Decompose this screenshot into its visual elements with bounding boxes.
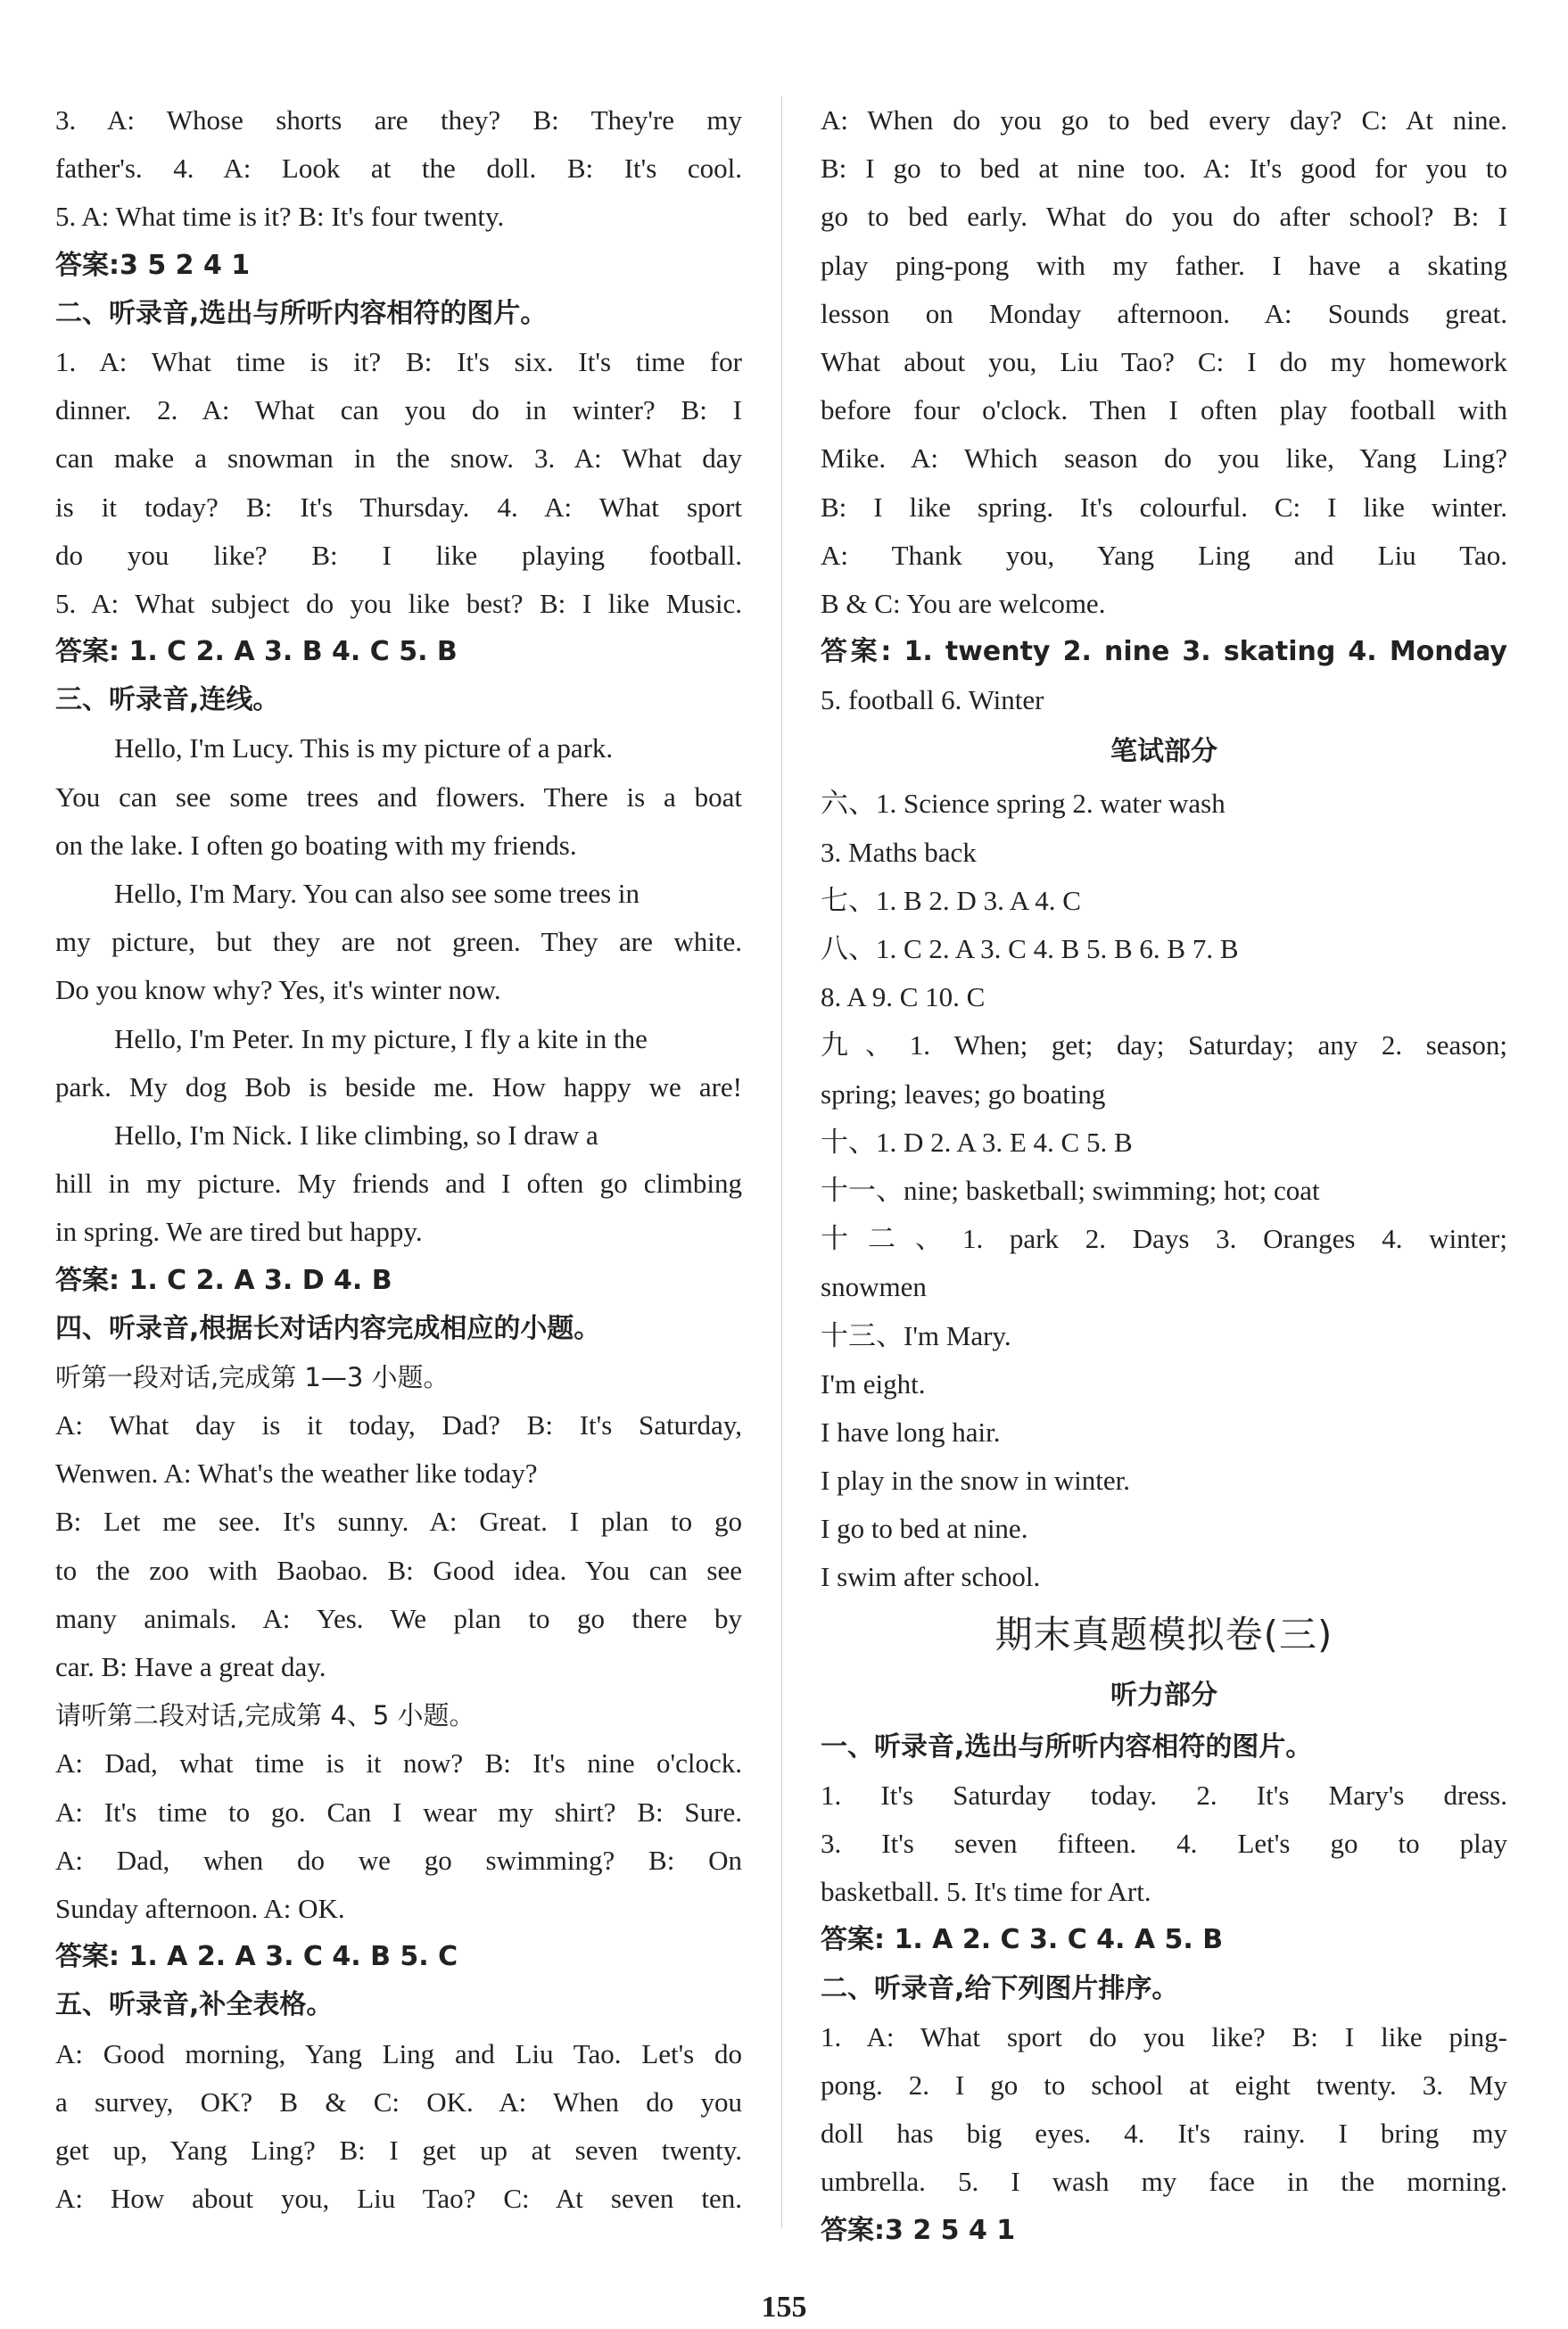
- listening-section-title: 听力部分: [1110, 1679, 1217, 1711]
- text-line: 5. A: What subject do you like best? B: I like Music.: [55, 587, 742, 619]
- text-line: Sunday afternoon. A: OK.: [55, 1892, 345, 1924]
- text-line: 8. A 9. C 10. C: [821, 981, 986, 1013]
- text-line: 十二、1. park 2. Days 3. Oranges 4. winter;: [821, 1223, 1507, 1255]
- text-line: on the lake. I often go boating with my friends.: [55, 829, 577, 861]
- text-line: 二、听录音,选出与所听内容相符的图片。: [55, 297, 548, 329]
- written-answers: [821, 780, 1507, 1601]
- text-line: 十一、nine; basketball; swimming; hot; coat: [821, 1174, 1320, 1206]
- text-line: I play in the snow in winter.: [821, 1465, 1130, 1497]
- text-line: 答案: 1. A 2. A 3. C 4. B 5. C: [55, 1941, 458, 1973]
- text-line: A: How about you, Liu Tao? C: At seven ten.: [55, 2183, 742, 2215]
- text-line: 1. A: What sport do you like? B: I like ping-: [821, 2020, 1507, 2052]
- column-divider: [781, 96, 782, 2228]
- text-line: my picture, but they are not green. They are white.: [55, 926, 742, 958]
- answer-block-continued: [821, 96, 1507, 724]
- written-section-title: 笔试部分: [1110, 736, 1217, 768]
- text-line: 八、1. C 2. A 3. C 4. B 5. B 6. B 7. B: [821, 933, 1239, 964]
- text-line: A: When do you go to bed every day? C: At nine.: [821, 104, 1507, 136]
- text-line: 答案: 1. twenty 2. nine 3. skating 4. Monday: [821, 636, 1507, 668]
- text-line: park. My dog Bob is beside me. How happy we are!: [55, 1070, 742, 1103]
- text-line: Hello, I'm Nick. I like climbing, so I draw a: [114, 1119, 598, 1151]
- text-line: A: What day is it today, Dad? B: It's Saturday,: [55, 1409, 742, 1441]
- text-line: 四、听录音,根据长对话内容完成相应的小题。: [55, 1312, 601, 1344]
- text-line: go to bed early. What do you do after school? B: I: [821, 201, 1507, 233]
- text-line: I'm eight.: [821, 1367, 926, 1400]
- text-line: 1. It's Saturday today. 2. It's Mary's dress.: [821, 1779, 1507, 1811]
- text-line: 三、听录音,连线。: [55, 684, 280, 716]
- exam-title: 期末真题模拟卷(三): [994, 1612, 1333, 1656]
- text-line: 答案: 1. C 2. A 3. D 4. B: [55, 1264, 392, 1296]
- text-line: A: Thank you, Yang Ling and Liu Tao.: [821, 539, 1507, 571]
- text-line: B & C: You are welcome.: [821, 587, 1106, 619]
- text-line: lesson on Monday afternoon. A: Sounds great.: [821, 297, 1507, 329]
- text-line: doll has big eyes. 4. It's rainy. I bring my: [821, 2118, 1507, 2150]
- text-line: a survey, OK? B & C: OK. A: When do you: [55, 2085, 742, 2118]
- listening-answers: [821, 1723, 1507, 2255]
- text-line: 十三、I'm Mary.: [821, 1319, 1011, 1351]
- text-line: Mike. A: Which season do you like, Yang Ling?: [821, 442, 1507, 475]
- text-line: 答案:3 2 5 4 1: [821, 2214, 1016, 2246]
- text-line: in spring. We are tired but happy.: [55, 1216, 423, 1248]
- text-line: father's. 4. A: Look at the doll. B: It's cool.: [55, 153, 742, 185]
- text-line: umbrella. 5. I wash my face in the morning.: [821, 2166, 1507, 2198]
- text-line: A: Dad, when do we go swimming? B: On: [55, 1844, 742, 1876]
- text-line: B: Let me see. It's sunny. A: Great. I plan to go: [55, 1506, 742, 1538]
- text-line: 一、听录音,选出与所听内容相符的图片。: [821, 1730, 1313, 1763]
- text-line: B: I like spring. It's colourful. C: I like winter.: [821, 491, 1507, 523]
- text-line: Hello, I'm Peter. In my picture, I fly a kite in the: [114, 1022, 648, 1054]
- left-column: [55, 96, 742, 2223]
- text-line: spring; leaves; go boating: [821, 1078, 1106, 1110]
- text-line: is it today? B: It's Thursday. 4. A: What sport: [55, 491, 742, 523]
- text-line: 答案: 1. A 2. C 3. C 4. A 5. B: [821, 1924, 1224, 1956]
- text-line: 5. A: What time is it? B: It's four twenty.: [55, 201, 505, 233]
- text-line: dinner. 2. A: What can you do in winter? B: I: [55, 394, 742, 426]
- text-line: 答案:3 5 2 4 1: [55, 249, 251, 281]
- text-line: B: I go to bed at nine too. A: It's good for you to: [821, 153, 1507, 185]
- text-line: A: Dad, what time is it now? B: It's nine o'clock.: [55, 1747, 742, 1780]
- text-line: I swim after school.: [821, 1561, 1041, 1593]
- text-line: basketball. 5. It's time for Art.: [821, 1876, 1151, 1908]
- text-line: 七、1. B 2. D 3. A 4. C: [821, 884, 1081, 916]
- text-line: get up, Yang Ling? B: I get up at seven twenty.: [55, 2134, 742, 2166]
- text-line: 二、听录音,给下列图片排序。: [821, 1972, 1179, 2004]
- text-line: 十、1. D 2. A 3. E 4. C 5. B: [821, 1126, 1133, 1158]
- text-line: 1. A: What time is it? B: It's six. It's time for: [55, 345, 742, 377]
- text-line: to the zoo with Baobao. B: Good idea. You can see: [55, 1554, 742, 1586]
- text-line: do you like? B: I like playing football.: [55, 539, 742, 571]
- text-line: A: Good morning, Yang Ling and Liu Tao. Let's do: [55, 2037, 742, 2069]
- text-line: 3. Maths back: [821, 836, 977, 868]
- text-line: car. B: Have a great day.: [55, 1651, 326, 1682]
- text-line: 3. It's seven fifteen. 4. Let's go to play: [821, 1828, 1507, 1859]
- text-line: I have long hair.: [821, 1416, 1001, 1448]
- text-line: hill in my picture. My friends and I often go climbing: [55, 1168, 742, 1200]
- page-number: 155: [761, 2291, 807, 2324]
- text-line: play ping-pong with my father. I have a skating: [821, 249, 1507, 281]
- text-line: Do you know why? Yes, it's winter now.: [55, 974, 501, 1006]
- text-line: before four o'clock. Then I often play football with: [821, 394, 1507, 426]
- text-line: I go to bed at nine.: [821, 1513, 1028, 1545]
- text-line: 答案: 1. C 2. A 3. B 4. C 5. B: [55, 636, 458, 668]
- text-line: Wenwen. A: What's the weather like today?: [55, 1458, 538, 1490]
- text-line: A: It's time to go. Can I wear my shirt? B: Sure.: [55, 1796, 742, 1828]
- text-line: Hello, I'm Mary. You can also see some trees in: [114, 878, 640, 909]
- text-line: 六、1. Science spring 2. water wash: [821, 788, 1226, 820]
- text-line: Hello, I'm Lucy. This is my picture of a park.: [114, 732, 614, 764]
- text-line: 请听第二段对话,完成第 4、5 小题。: [55, 1700, 475, 1731]
- text-line: 九、1. When; get; day; Saturday; any 2. season;: [821, 1029, 1507, 1061]
- text-line: 听第一段对话,完成第 1—3 小题。: [55, 1361, 450, 1392]
- text-line: What about you, Liu Tao? C: I do my homework: [821, 345, 1507, 377]
- text-line: 五、听录音,补全表格。: [55, 1989, 334, 2021]
- right-column: [821, 96, 1507, 2255]
- text-line: many animals. A: Yes. We plan to go there by: [55, 1602, 742, 1634]
- text-line: 5. football 6. Winter: [821, 684, 1044, 716]
- text-line: pong. 2. I go to school at eight twenty. 3. My: [821, 2069, 1507, 2101]
- text-line: can make a snowman in the snow. 3. A: What day: [55, 442, 742, 475]
- text-line: You can see some trees and flowers. There is a boat: [55, 780, 742, 813]
- text-line: snowmen: [821, 1271, 927, 1303]
- text-line: 3. A: Whose shorts are they? B: They're my: [55, 104, 742, 136]
